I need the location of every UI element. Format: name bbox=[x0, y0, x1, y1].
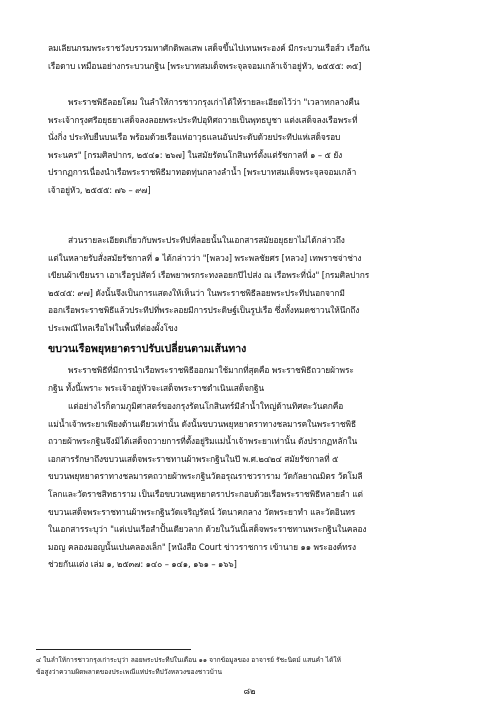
paragraph-geography: แต่อย่างไรก็ตามภูมิศาสตร์ของกรุงรัตนโกสินทร์มีลำน้ำใหญ่ด้านทิศตะวันตกคือ แม่น้ำเจ้าพระยาเพียงด้านเดียวเท่านั้น ดังนั้นขบวนพยุหยาตราทางชลมารคในพระราชพิธี ถวายผ้าพระกฐินจึงมิได้เสด็จถวายการที่ตั้งอยู่ริมแม่น้ำเจ้าพระยาเท่านั้น ดังปรากฏหลักใน เอกสารรักษาถึงขบวนเสด็จพระราชทานผ้าพระกฐินในปี พ.ศ.๒๔๒๔ สมัยรัชกาลที่ ๕ ขบวนพยุหยาตราทางชลมารคถวายผ้าพระกฐินวัดอรุณราชวราราม วัดกัลยาณมิตร วัดโมลี โลกและวัดราชสิทธาราม เป็นเรือขบวนพยุหยาตราประกอบด้วยเรือพระราชพิธีหลายลำ แต่ ขบวนเสด็จพระราชทานผ้าพระกฐินวัดเจริญรัตน์ วัดนาคกลาง วัดพระยาทำ และวัดอินทร ในเอกสารระบุว่า "แต่เปนเรือสำปั้นเดียวลาก ด้วยในวันนี้เสด็จพระราชทานพระกฐินในคลอง มอญ คลองมอญนั้นเปนคลองเล็ก" [หนังสือ Court ข่าวราชการ เข้านาย ๑๑ พระองค์ทรง ช่วยกันแต่ง เล่ม ๑, ๒๕๓๗: ๑๔๐ – ๑๔๑, ๑๖๑ – ๑๖๖] bbox=[48, 401, 367, 570]
footnote-divider bbox=[36, 649, 191, 650]
footnote: ๔ ในลำให้การชาวกรุงเก่าระบุว่า ลอยพระประทีปในเดือน ๑๑ จากข้อมูลของ อาจารย์ รัชะนิดม์ แสนคำ ได้ให้ ข้อสูงว่าความผิดพลาดของประเพณีแห่ประทีปวังหลวงของชาวบ้าน bbox=[36, 656, 341, 676]
page-number: ๘๒ bbox=[243, 686, 256, 696]
paragraph-loy-khom: พระราชพิธีลอยโคม ในลำให้การชาวกรุงเก่าได้ให้รายละเอียดไว้ว่า "เวลาทกลางคืน พระเจ้ากรุงศรีอยุธยาเสด็จลงลอยพระประทีปอุทิศถวายเป็นพุทธบูชา แต่งเสด็จลงเรือพระที่ นั่งกิ่ง ประทับยืนบนเรือ พร้อมด้วยเรือแห่อาวุธแลนอันประดับด้วยประทีปแห่เสด็จรอบ พระนคร" [กรมศิลปากร, ๒๕๔๑: ๒๖๗] ในสมัยรัตนโกสินทร์ตั้งแต่รัชกาลที่ ๑ – ๕ ยัง ปรากฏการเนื่องนำเรือพระราชพิธีมาทอดทุ่นกลางลำน้ำ [พระบาทสมเด็จพระจุลจอมเกล้า เจ้าอยู่หัว, ๒๕๕๕: ๗๖ – ๙๗] bbox=[48, 97, 360, 195]
paragraph-kathin: พระราชพิธีที่มีการนำเรือพระราชพิธีออกมาใช้มากที่สุดคือ พระราชพิธีถวายผ้าพระ กฐิน ทั้งนี้เพราะ พระเจ้าอยู่หัวจะเสด็จพระราชดำเนินเสด็จกฐิน bbox=[48, 365, 354, 393]
section-heading: ขบวนเรือพยุหยาตราปรับเปลี่ยนตามเส้นทาง bbox=[48, 343, 247, 355]
paragraph-1: ลมเลียนกรมพระราชวังบรวรมหาศักดิพลเสพ เสด็จขึ้นไปเทนพระองค์ มีกระบวนเรือส์ว เรือกัน เรือดาบ เหมือนอย่างกระบวนกฐิน [พระบาทสมเด็จพระจุลจอมเกล้าเจ้าอยู่หัว, ๒๕๕๕: ๓๕] bbox=[48, 43, 370, 71]
paragraph-pratheep: ส่วนรายละเอียดเกี่ยวกับพระประทีปที่ลอยนั้นในเอกสารสมัยอยุธยาไม่ได้กล่าวถึง แต่ในหลายรับสั่งสมัยรัชกาลที่ ๑ ได้กล่าวว่า "[พลวง] พระพลชัยศร [หลวง] เทพราชจ่าช่าง เขียนผ้าเขียนรา เอาเรือรูปสัตว์ เรือพยาพรกระทงลอยกปีไปส่ง ณ เรือพระที่นั่ง" [กรมศิลปากร ๒๕๔๕: ๙๗] ดังนั้นจึงเป็นการแสดงให้เห็นว่า ในพระราชพิธีลอยพระประทีปนอกจากมี ออกเรือพระราชพิธีแล้วประทีปที่พระลอยมีการประดิษฐ์เป็นรูปเรือ ซึ่งทั้งหมดชาวนให้นึกถึง ประเพณีไหลเรือไฟในพื้นที่ต่องผั้งโขง bbox=[48, 235, 370, 333]
